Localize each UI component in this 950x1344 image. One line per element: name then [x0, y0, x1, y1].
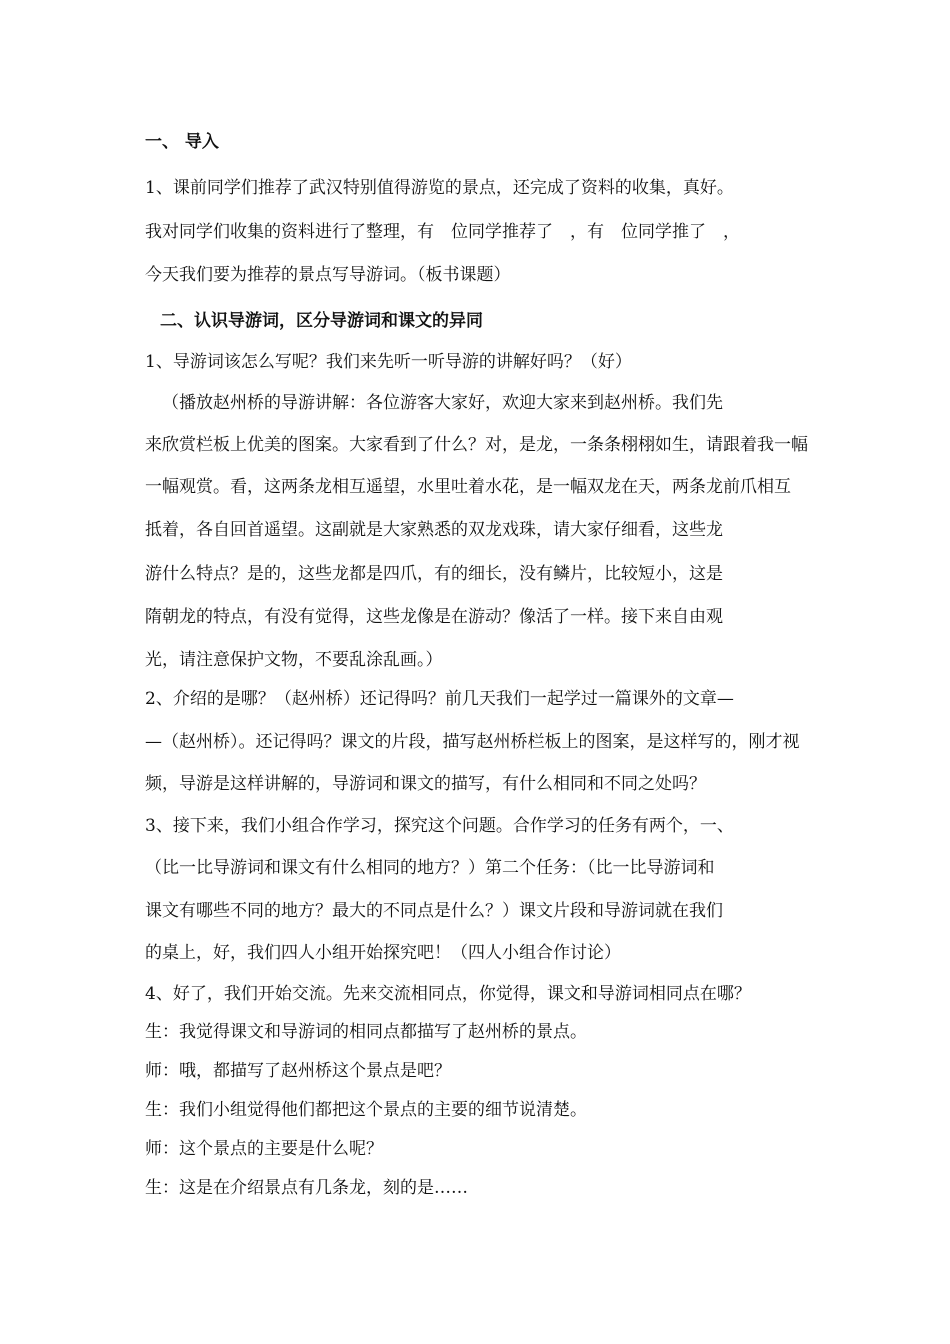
paragraph-line: 游什么特点？是的，这些龙都是四爪，有的细长，没有鳞片，比较短小，这是	[145, 564, 723, 584]
dialogue-line: 生：我觉得课文和导游词的相同点都描写了赵州桥的景点。	[145, 1022, 587, 1042]
paragraph-line: 的桌上，好，我们四人小组开始探究吧！（四人小组合作讨论）	[145, 943, 621, 963]
paragraph-line: （比一比导游词和课文有什么相同的地方？）第二个任务：（比一比导游词和	[145, 858, 715, 878]
paragraph-line: （播放赵州桥的导游讲解：各位游客大家好，欢迎大家来到赵州桥。我们先	[162, 393, 723, 413]
paragraph-line: 一幅观赏。看，这两条龙相互遥望，水里吐着水花，是一幅双龙在天，两条龙前爪相互	[145, 477, 791, 497]
section-1-heading: 一、 导入	[145, 132, 219, 152]
paragraph-line: 1、课前同学们推荐了武汉特别值得游览的景点，还完成了资料的收集，真好。	[145, 178, 734, 198]
paragraph-line: 抵着，各自回首遥望。这副就是大家熟悉的双龙戏珠，请大家仔细看，这些龙	[145, 520, 723, 540]
paragraph-line: 今天我们要为推荐的景点写导游词。（板书课题）	[145, 265, 511, 285]
section-2-heading: 二、认识导游词，区分导游词和课文的异同	[160, 311, 483, 331]
dialogue-line: 生：这是在介绍景点有几条龙，刻的是……	[145, 1178, 468, 1198]
paragraph-line: 隋朝龙的特点，有没有觉得，这些龙像是在游动？像活了一样。接下来自由观	[145, 607, 723, 627]
paragraph-line: 来欣赏栏板上优美的图案。大家看到了什么？对，是龙，一条条栩栩如生，请跟着我一幅	[145, 435, 808, 455]
paragraph-line: 课文有哪些不同的地方？最大的不同点是什么？）课文片段和导游词就在我们	[145, 901, 723, 921]
dialogue-line: 生：我们小组觉得他们都把这个景点的主要的细节说清楚。	[145, 1100, 587, 1120]
paragraph-line: 1、导游词该怎么写呢？我们来先听一听导游的讲解好吗？（好）	[145, 352, 632, 372]
paragraph-line: 我对同学们收集的资料进行了整理，有 位同学推荐了 ，有 位同学推了 ，	[145, 222, 740, 242]
paragraph-line: 频，导游是这样讲解的，导游词和课文的描写，有什么相同和不同之处吗？	[145, 774, 706, 794]
paragraph-line: 3、接下来，我们小组合作学习，探究这个问题。合作学习的任务有两个，一、	[145, 816, 734, 836]
dialogue-line: 师：哦，都描写了赵州桥这个景点是吧？	[145, 1061, 451, 1081]
paragraph-line: 4、好了，我们开始交流。先来交流相同点，你觉得，课文和导游词相同点在哪？	[145, 984, 751, 1004]
paragraph-line: —（赵州桥）。还记得吗？课文的片段，描写赵州桥栏板上的图案，是这样写的，刚才视	[145, 732, 800, 752]
paragraph-line: 光，请注意保护文物，不要乱涂乱画。）	[145, 650, 443, 670]
dialogue-line: 师：这个景点的主要是什么呢？	[145, 1139, 383, 1159]
paragraph-line: 2、介绍的是哪？（赵州桥）还记得吗？前几天我们一起学过一篇课外的文章—	[145, 689, 734, 709]
